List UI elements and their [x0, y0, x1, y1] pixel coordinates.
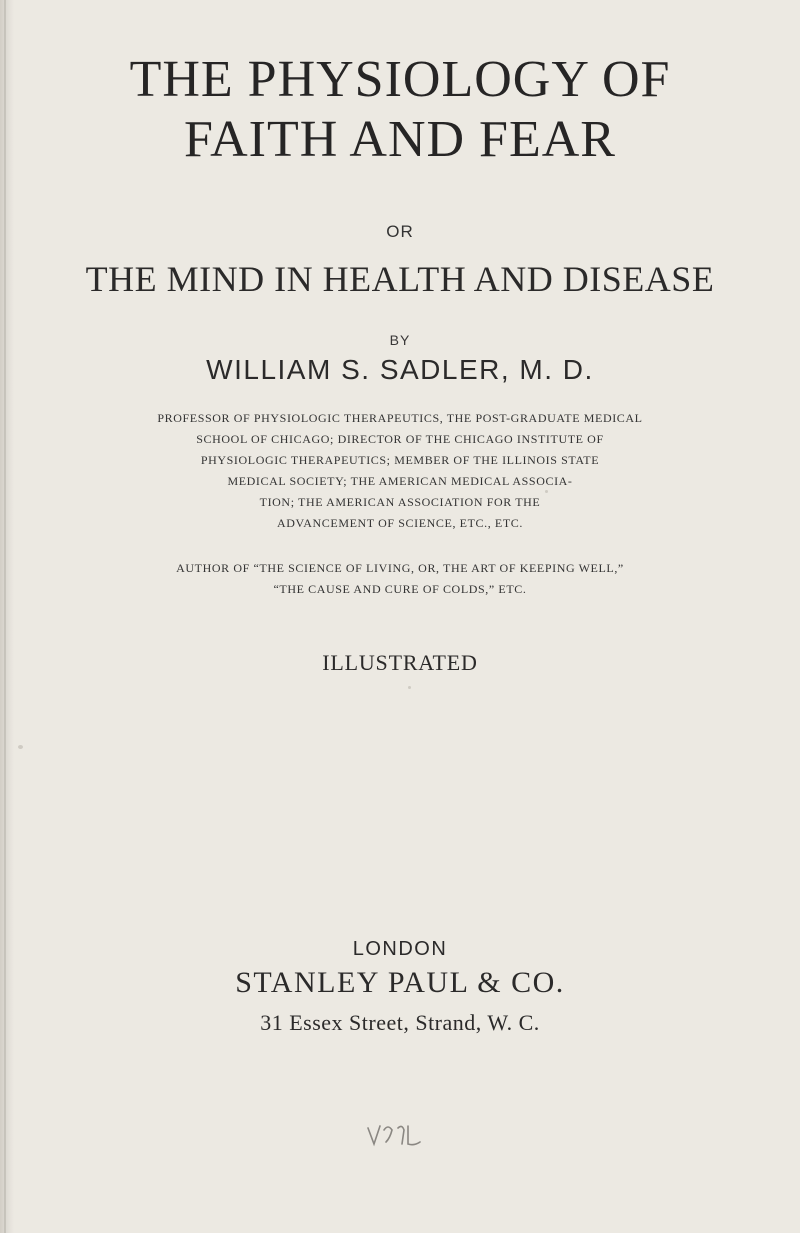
paper-speck — [18, 745, 23, 749]
credential-line: MEDICAL SOCIETY; THE AMERICAN MEDICAL ASSOCIA- — [227, 474, 573, 488]
credential-line: PROFESSOR OF PHYSIOLOGIC THERAPEUTICS, THE POST-GRADUATE MEDICAL — [157, 411, 643, 425]
page-gutter-shadow — [0, 0, 14, 1233]
book-title-line-1: THE PHYSIOLOGY OF — [129, 51, 671, 108]
other-works-line: AUTHOR OF “THE SCIENCE OF LIVING, OR, THE ART OF KEEPING WELL,” — [176, 561, 624, 575]
credential-line: ADVANCEMENT OF SCIENCE, ETC., ETC. — [277, 516, 523, 530]
paper-speck — [545, 490, 548, 493]
author-name: WILLIAM S. SADLER, M. D. — [206, 354, 594, 385]
by-line: BY — [389, 332, 411, 348]
publisher-name: STANLEY PAUL & CO. — [235, 966, 565, 999]
page-gutter-line — [4, 0, 6, 1233]
publisher-address: 31 Essex Street, Strand, W. C. — [260, 1010, 540, 1035]
credential-line: SCHOOL OF CHICAGO; DIRECTOR OF THE CHICAGO INSTITUTE OF — [196, 432, 604, 446]
handwritten-mark-icon — [360, 1120, 440, 1150]
credential-line: PHYSIOLOGIC THERAPEUTICS; MEMBER OF THE ILLINOIS STATE — [200, 453, 600, 467]
illustrated-note: ILLUSTRATED — [322, 650, 478, 675]
credential-line: TION; THE AMERICAN ASSOCIATION FOR THE — [259, 495, 541, 509]
paper-speck — [408, 686, 411, 689]
other-works-line: “THE CAUSE AND CURE OF COLDS,” ETC. — [273, 582, 527, 596]
book-subtitle: THE MIND IN HEALTH AND DISEASE — [85, 259, 715, 299]
book-title-line-2: FAITH AND FEAR — [184, 111, 616, 168]
publisher-city: LONDON — [352, 938, 448, 960]
title-connector: OR — [386, 222, 414, 241]
